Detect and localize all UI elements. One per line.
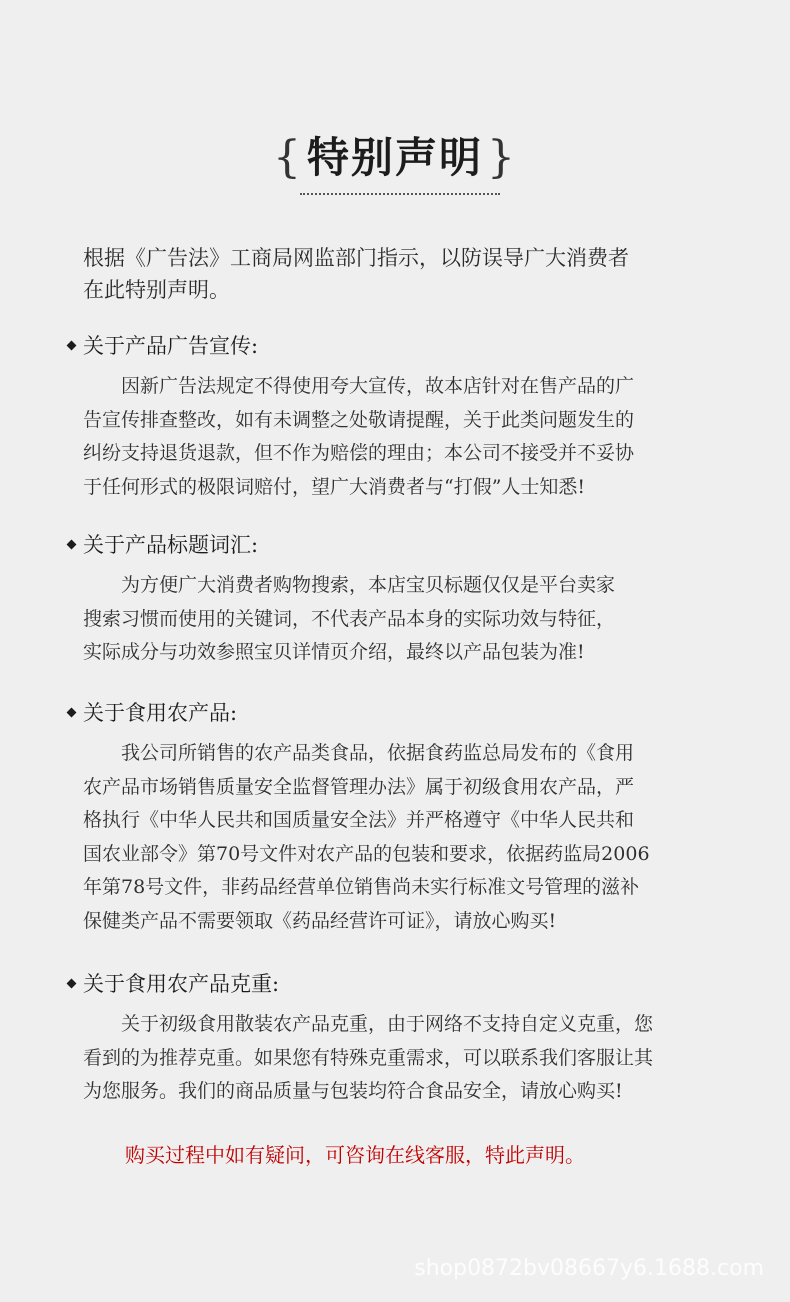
section-heading-title-words — [64, 530, 258, 560]
shop-watermark: shop0872bv08667y6.1688.com — [414, 1256, 764, 1281]
body-line: 于任何形式的极限词赔付，望广大消费者与“打假”人士知悉! — [83, 475, 586, 498]
section-heading-text: 关于食用农产品克重: — [83, 972, 280, 996]
section-heading-ad — [64, 331, 258, 361]
intro-paragraph — [83, 242, 733, 306]
body-line: 保健类产品不需要领取《药品经营许可证》，请放心购买! — [83, 909, 557, 932]
title-close-brace: } — [487, 132, 517, 183]
body-line: 为方便广大消费者购物搜索，本店宝贝标题仅仅是平台卖家 — [83, 574, 616, 596]
body-line: 因新广告法规定不得使用夸大宣传，故本店针对在售产品的广 — [83, 375, 635, 397]
section-heading-text: 关于食用农产品: — [83, 701, 238, 725]
body-line: 看到的为推荐克重。如果您有特殊克重需求，可以联系我们客服让其 — [83, 1046, 654, 1069]
section-heading-agri — [64, 698, 237, 728]
section-heading-text: 关于产品广告宣传: — [83, 334, 259, 358]
diamond-bullet-icon — [67, 341, 77, 351]
section-body-ad — [83, 370, 743, 504]
closing-statement: 购买过程中如有疑问，可咨询在线客服，特此声明。 — [125, 1143, 585, 1167]
section-body-agri — [83, 737, 743, 938]
page-title — [273, 128, 517, 188]
diamond-bullet-icon — [67, 708, 77, 718]
body-line: 实际成分与功效参照宝贝详情页介绍，最终以产品包装为准! — [83, 641, 585, 663]
intro-line: 根据《广告法》工商局网监部门指示，以防误导广大消费者 — [83, 246, 629, 270]
section-body-weight — [83, 1008, 743, 1109]
section-heading-weight — [64, 969, 279, 999]
body-line: 搜索习惯而使用的关键词，不代表产品本身的实际功效与特征， — [83, 607, 616, 630]
diamond-bullet-icon — [67, 540, 77, 550]
intro-line: 在此特别声明。 — [83, 278, 230, 302]
body-line: 国农业部令》第70号文件对农产品的包装和要求，依据药监局2006 — [83, 842, 650, 865]
body-line: 我公司所销售的农产品类食品，依据食药监总局发布的《食用 — [83, 742, 635, 764]
title-block — [0, 128, 790, 188]
body-line: 为您服务。我们的商品质量与包装均符合食品安全，请放心购买! — [83, 1080, 623, 1102]
section-heading-text: 关于产品标题词汇: — [83, 533, 259, 557]
title-dotted-underline — [300, 193, 500, 195]
body-line: 格执行《中华人民共和国质量安全法》并严格遵守《中华人民共和 — [83, 809, 635, 831]
body-line: 农产品市场销售质量安全监督管理办法》属于初级食用农产品，严 — [83, 775, 635, 798]
body-line: 纠纷支持退货退款，但不作为赔偿的理由；本公司不接受并不妥协 — [83, 442, 635, 464]
body-line: 告宣传排查整改，如有未调整之处敬请提醒，关于此类问题发生的 — [83, 408, 635, 431]
title-open-brace: { — [272, 132, 303, 183]
body-line: 关于初级食用散装农产品克重，由于网络不支持自定义克重，您 — [83, 1013, 654, 1035]
body-line: 年第78号文件，非药品经营单位销售尚未实行标准文号管理的滋补 — [83, 876, 640, 898]
diamond-bullet-icon — [67, 979, 77, 989]
section-body-title-words — [83, 569, 743, 670]
title-text: 特别声明 — [306, 133, 483, 182]
